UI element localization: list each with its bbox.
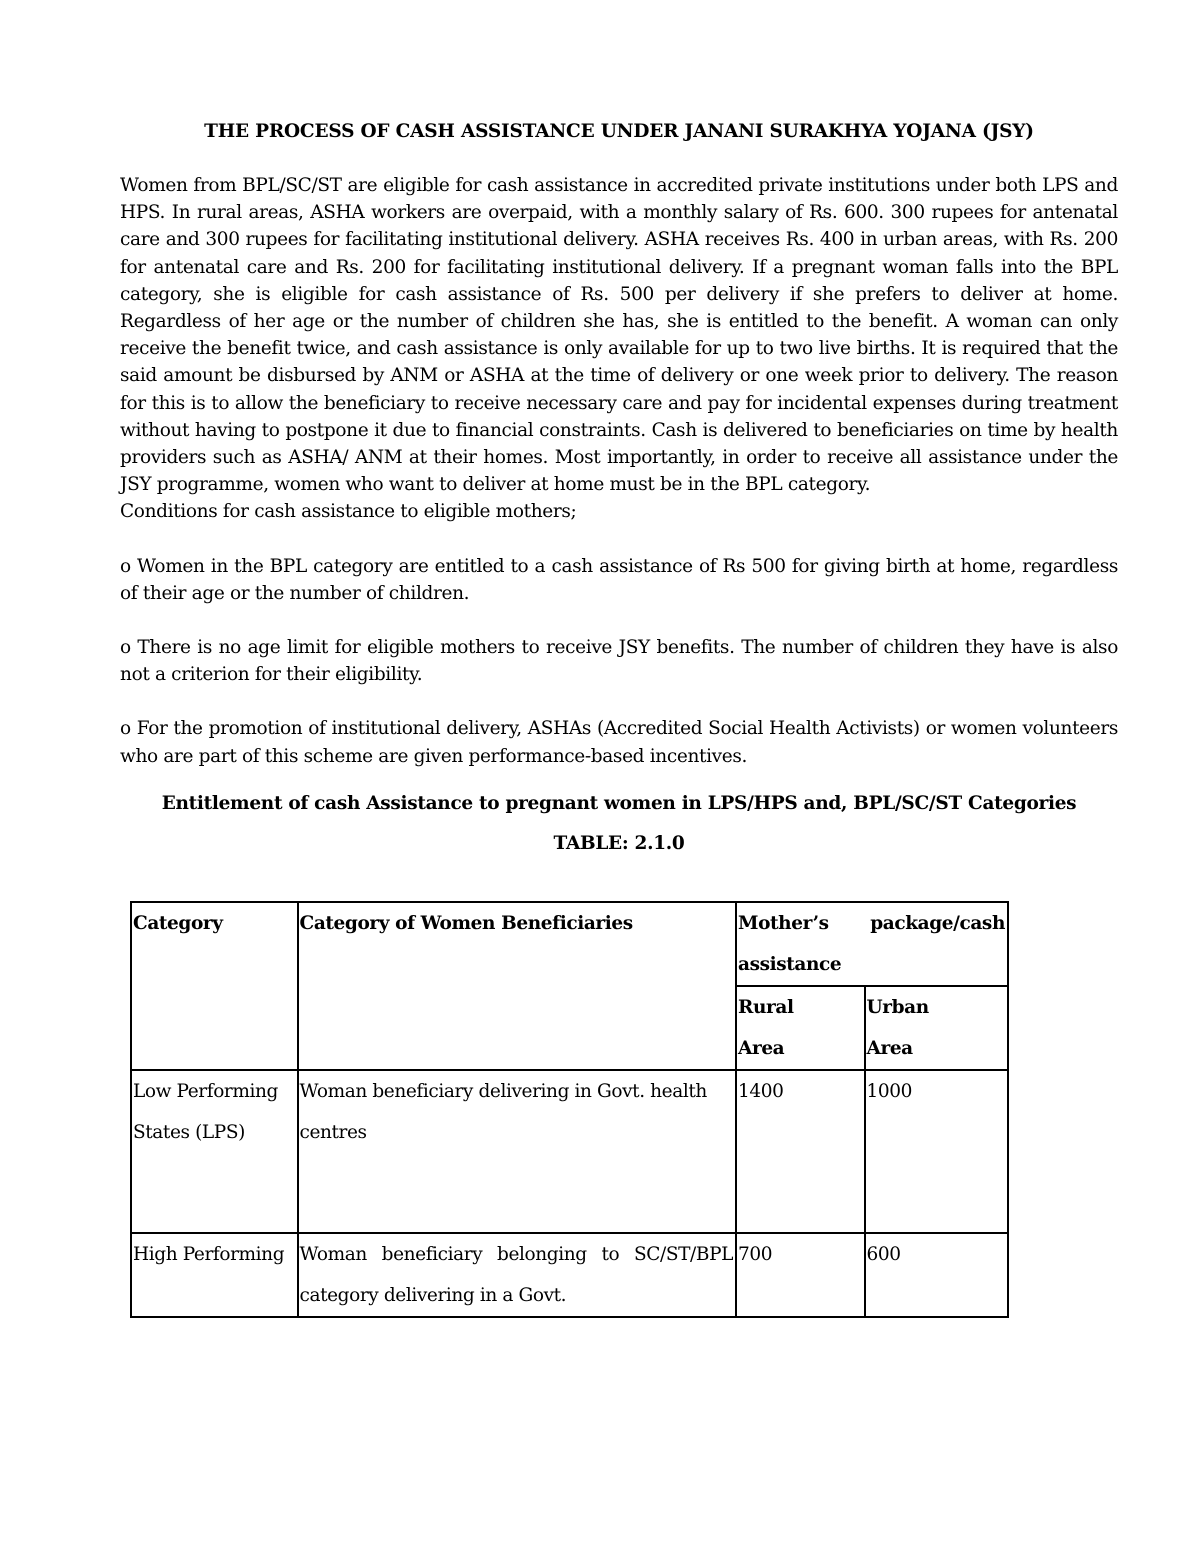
header-rural-line2: Area: [738, 1037, 785, 1059]
header-rural-line1: Rural: [738, 997, 794, 1018]
header-urban-line2: Area: [866, 1037, 913, 1059]
table-row: [131, 1070, 1008, 1233]
header-mother-package: [736, 902, 1008, 986]
conditions-heading: Conditions for cash assistance to eligible mothers;: [120, 501, 577, 523]
document-page: [120, 118, 1118, 858]
table-number: TABLE: 2.1.0: [553, 832, 685, 854]
header-beneficiaries: Category of Women Beneficiaries: [298, 902, 737, 1070]
table-header-row: [131, 902, 1008, 986]
cell-category: High Performing: [131, 1233, 298, 1317]
entitlement-table: [130, 901, 1009, 1318]
header-package-word: package/cash: [870, 913, 1005, 934]
cell-beneficiaries: Woman beneficiary delivering in Govt. health centres: [298, 1070, 737, 1233]
table-row: [131, 1233, 1008, 1317]
condition-item: o Women in the BPL category are entitled to a cash assistance of Rs 500 for giving birth at home, regardless of their age or the number of children.: [120, 555, 1118, 604]
table-caption: Entitlement of cash Assistance to pregnant women in LPS/HPS and, BPL/SC/ST Categories: [161, 792, 1077, 814]
header-rural-area: [736, 986, 865, 1070]
header-urban-line1: Urban: [866, 997, 929, 1018]
header-category: Category: [131, 902, 298, 1070]
header-mother-word: Mother’s: [738, 913, 829, 934]
condition-item: o There is no age limit for eligible mothers to receive JSY benefits. The number of children they have is also not a criterion for their eligibility.: [120, 637, 1118, 686]
cell-urban: 1000: [865, 1070, 1008, 1233]
cell-beneficiaries: Woman beneficiary belonging to SC/ST/BPL category delivering in a Govt.: [298, 1233, 737, 1317]
cell-category: Low Performing States (LPS): [131, 1070, 298, 1233]
cell-urban: 600: [865, 1233, 1008, 1317]
cell-rural: 700: [736, 1233, 865, 1317]
cell-rural: 1400: [736, 1070, 865, 1233]
header-assistance-word: assistance: [738, 953, 842, 975]
header-urban-area: [865, 986, 1008, 1070]
intro-paragraph: Women from BPL/SC/ST are eligible for cash assistance in accredited private institutions under both LPS and HPS. In rural areas, ASHA workers are overpaid, with a monthly salary of Rs. 600. 300 rupees for antenatal care and 300 rupees for facilitating institutional delivery. ASHA receives Rs. 400 in urban areas, with Rs. 200 for antenatal care and Rs. 200 for facilitating institutional delivery. If a pregnant woman falls into the BPL category, she is eligible for cash assistance of Rs. 500 per delivery if she prefers to deliver at home. Regardless of her age or the number of children she has, she is entitled to the benefit. A woman can only receive the benefit twice, and cash assistance is only available for up to two live births. It is required that the said amount be disbursed by ANM or ASHA at the time of delivery or one week prior to delivery. The reason for this is to allow the beneficiary to receive necessary care and pay for incidental expenses during treatment without having to postpone it due to financial constraints. Cash is delivered to beneficiaries on time by health providers such as ASHA/ ANM at their homes. Most importantly, in order to receive all assistance under the JSY programme, women who want to deliver at home must be in the BPL category.: [120, 175, 1118, 496]
document-title: THE PROCESS OF CASH ASSISTANCE UNDER JANANI SURAKHYA YOJANA (JSY): [204, 121, 1034, 142]
condition-item: o For the promotion of institutional delivery, ASHAs (Accredited Social Health Activists) or women volunteers who are part of this scheme are given performance-based incentives.: [120, 718, 1118, 767]
